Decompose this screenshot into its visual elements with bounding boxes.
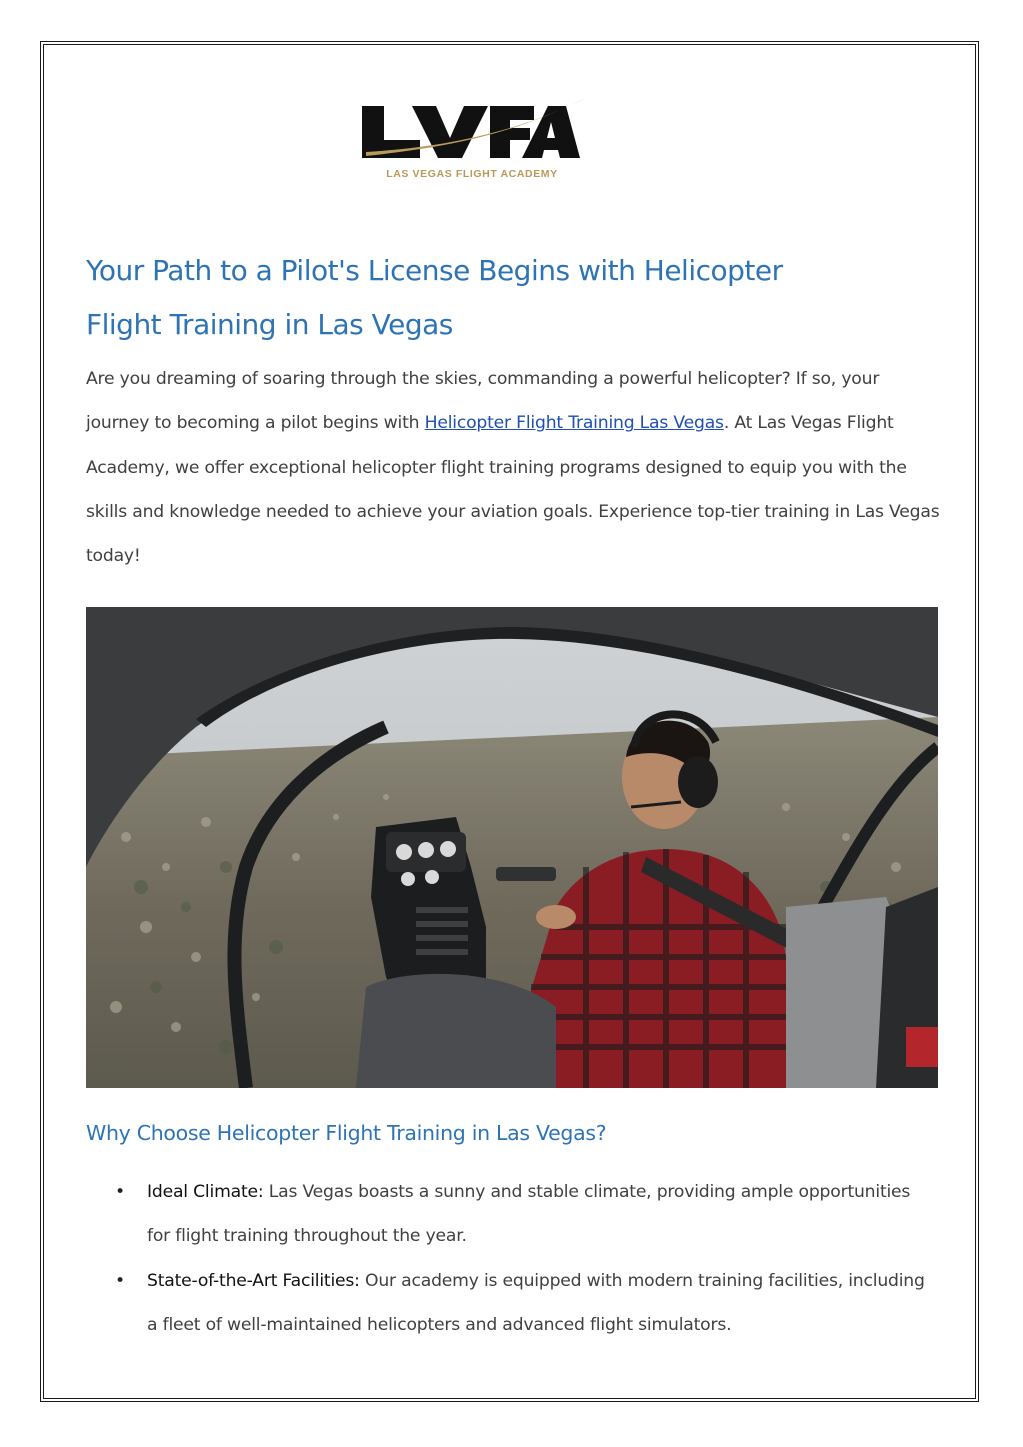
feature-term: State-of-the-Art Facilities: bbox=[147, 1270, 360, 1291]
lvfa-logo bbox=[362, 96, 592, 186]
bullet-icon: • bbox=[115, 1182, 125, 1202]
intro-text-before: Are you dreaming of soaring through the skies, commanding a powerful helicopter? If so, your journey to becoming a pilot begins with bbox=[86, 369, 880, 434]
helicopter-training-link[interactable]: Helicopter Flight Training Las Vegas bbox=[424, 413, 724, 434]
feature-term: Ideal Climate: bbox=[147, 1182, 264, 1202]
logo-caption: LAS VEGAS FLIGHT ACADEMY bbox=[386, 168, 558, 180]
page-title bbox=[86, 244, 946, 352]
cockpit-illustration bbox=[86, 607, 938, 1088]
helicopter-cockpit-photo bbox=[86, 607, 938, 1088]
feature-item bbox=[115, 1170, 927, 1259]
bullet-icon: • bbox=[115, 1270, 125, 1291]
intro-paragraph bbox=[86, 357, 946, 578]
features-list bbox=[115, 1170, 927, 1347]
title-line-1: Your Path to a Pilot's License Begins with Helicopter bbox=[86, 254, 783, 287]
section-heading: Why Choose Helicopter Flight Training in Las Vegas? bbox=[86, 1121, 607, 1145]
title-line-2: Flight Training in Las Vegas bbox=[86, 308, 453, 341]
intro-text-after: . At Las Vegas Flight Academy, we offer exceptional helicopter flight training programs designed to equip you with the skills and knowledge needed to achieve your aviation goals. Experience top-tier training in Las Vegas today! bbox=[86, 413, 940, 567]
feature-text: Our academy is equipped with modern training facilities, including a fleet of well-maintained helicopters and advanced flight simulators. bbox=[147, 1270, 925, 1335]
lvfa-logo-mark bbox=[362, 96, 592, 166]
feature-item bbox=[115, 1259, 927, 1348]
feature-text: Las Vegas boasts a sunny and stable climate, providing ample opportunities for flight training throughout the year. bbox=[147, 1182, 911, 1247]
